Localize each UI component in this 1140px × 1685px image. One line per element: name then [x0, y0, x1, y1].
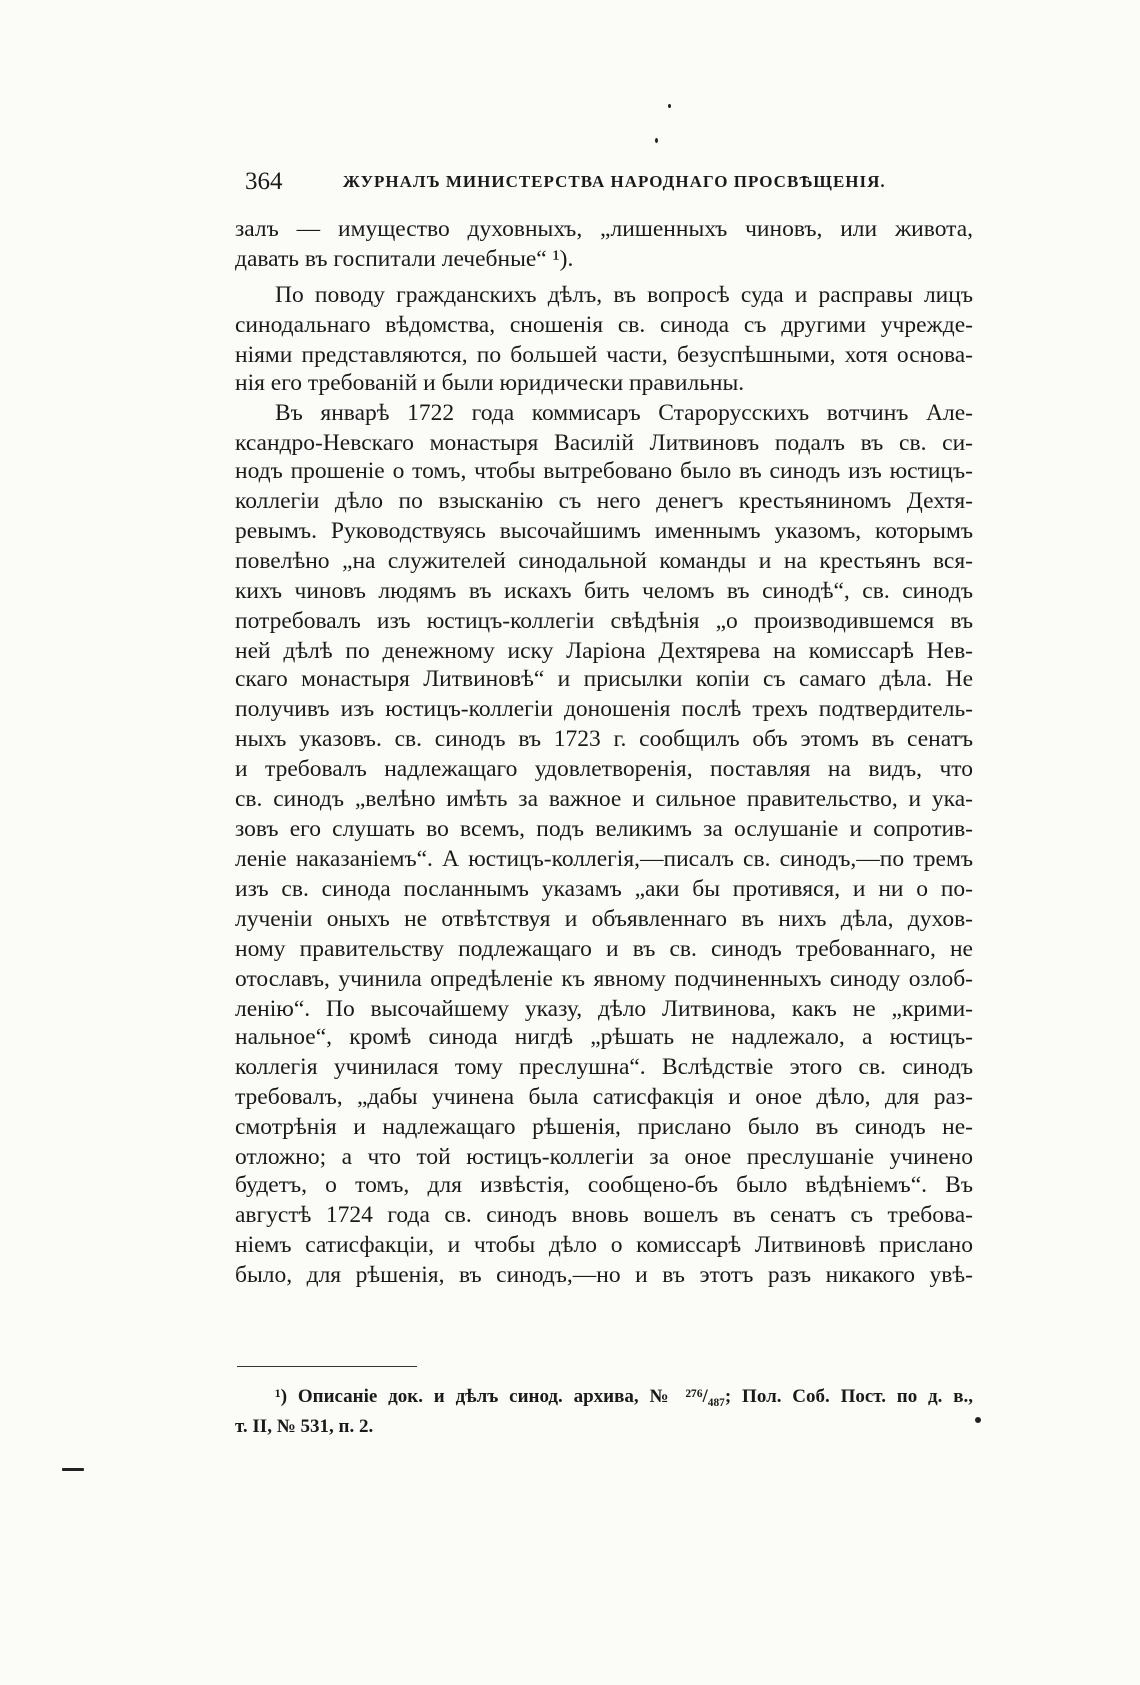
text-line: августѣ 1724 года св. синодъ вновь вошелъ въ сенатъ съ требова-: [235, 1202, 973, 1228]
text-line: потребовалъ изъ юстицъ-коллегіи свѣдѣнія „о производившемся въ: [235, 608, 973, 634]
text-line: давать въ госпитали лечебные“ ¹).: [235, 246, 574, 272]
text-line: и требовалъ надлежащаго удовлетворенія, поставляя на видъ, что: [235, 756, 973, 782]
text-line: св. синодъ „велѣно имѣть за важное и сильное правительство, и ука-: [235, 786, 973, 812]
text-line: ніемъ сатисфакціи, и чтобы дѣло о комиссарѣ Литвиновѣ прислано: [235, 1232, 973, 1258]
text-line: изъ св. синода посланнымъ указамъ „аки бы противяся, и ни о по-: [235, 876, 973, 902]
text-line: ленію“. По высочайшему указу, дѣло Литвинова, какъ не „крими-: [235, 996, 973, 1022]
footnote-line: т. II, № 531, п. 2.: [235, 1416, 374, 1437]
text-line: синодальнаго вѣдомства, сношенія св. синода съ другими учрежде-: [235, 312, 973, 338]
text-line: будетъ, о томъ, для извѣстія, сообщено-бъ было вѣдѣніемъ“. Въ: [235, 1172, 973, 1198]
text-line: отложно; а что той юстицъ-коллегіи за оное преслушаніе учинено: [235, 1144, 973, 1170]
text-line: отославъ, учинила опредѣленіе къ явному подчиненныхъ синоду озлоб-: [235, 966, 973, 992]
footnote-rule: [237, 1366, 417, 1367]
text-line: было, для рѣшенія, въ синодъ,—но и въ этотъ разъ никакого увѣ-: [235, 1262, 973, 1288]
text-line: ксандро-Невскаго монастыря Василій Литвиновъ подалъ въ св. си-: [235, 430, 973, 456]
text-line: лученіи оныхъ не отвѣтствуя и объявленнаго въ нихъ дѣла, духов-: [235, 906, 973, 932]
text-line: кихъ чиновъ людямъ въ искахъ бить челомъ въ синодѣ“, св. синодъ: [235, 578, 973, 604]
text-line: смотрѣнія и надлежащаго рѣшенія, прислано было въ синодъ не-: [235, 1114, 973, 1140]
running-title: ЖУРНАЛЪ МИНИСТЕРСТВА НАРОДНАГО ПРОСВѢЩЕНІЯ.: [343, 172, 886, 191]
text-line: леніе наказаніемъ“. А юстицъ-коллегія,—писалъ св. синодъ,—по тремъ: [235, 846, 973, 872]
footnote-line: ¹) Описаніе док. и дѣлъ синод. архива, № ²⁷⁶/₄₈₇; Пол. Соб. Пост. по д. в.,: [275, 1386, 973, 1407]
print-speck: [655, 138, 658, 143]
page-header: [235, 166, 935, 206]
page-number: 364: [245, 168, 283, 195]
text-line: коллегіи дѣло по взысканію съ него денегъ крестьяниномъ Дехтя-: [235, 488, 973, 514]
text-line: ному правительству подлежащаго и въ св. синодъ требованнаго, не: [235, 936, 973, 962]
text-line: требовалъ, „дабы учинена была сатисфакція и оное дѣло, для раз-: [235, 1084, 973, 1110]
text-line: залъ — имущество духовныхъ, „лишенныхъ чиновъ, или живота,: [235, 216, 973, 242]
text-line: ныхъ указовъ. св. синодъ въ 1723 г. сообщилъ объ этомъ въ сенатъ: [235, 726, 973, 752]
text-line: нодъ прошеніе о томъ, чтобы вытребовано было въ синодъ изъ юстицъ-: [235, 458, 973, 484]
text-line: получивъ изъ юстицъ-коллегіи доношенія послѣ трехъ подтвердитель-: [235, 696, 973, 722]
text-line: нальное“, кромѣ синода нигдѣ „рѣшать не надлежало, а юстицъ-: [235, 1024, 973, 1050]
text-line: ревымъ. Руководствуясь высочайшимъ именнымъ указомъ, которымъ: [235, 518, 973, 544]
print-speck: [62, 1468, 84, 1471]
print-speck: [975, 1417, 981, 1423]
text-line: ней дѣлѣ по денежному иску Ларіона Дехтярева на комиссарѣ Нев-: [235, 638, 973, 664]
text-line: коллегія учинилася тому преслушна“. Вслѣдствіе этого св. синодъ: [235, 1054, 973, 1080]
text-line: ніями представляются, по большей части, безуспѣшными, хотя основа-: [235, 342, 973, 368]
text-line: нія его требованій и были юридически правильны.: [235, 370, 745, 396]
paragraph-first-line: Въ январѣ 1722 года коммисаръ Старорусскихъ вотчинъ Але-: [275, 400, 973, 426]
text-line: повелѣно „на служителей синодальной команды и на крестьянъ вся-: [235, 548, 973, 574]
text-line: зовъ его слушать во всемъ, подъ великимъ за ослушаніе и сопротив-: [235, 816, 973, 842]
print-speck: [668, 104, 671, 108]
paragraph-first-line: По поводу гражданскихъ дѣлъ, въ вопросѣ суда и расправы лицъ: [275, 282, 973, 308]
text-line: скаго монастыря Литвиновѣ“ и присылки копіи съ самаго дѣла. Не: [235, 666, 973, 692]
